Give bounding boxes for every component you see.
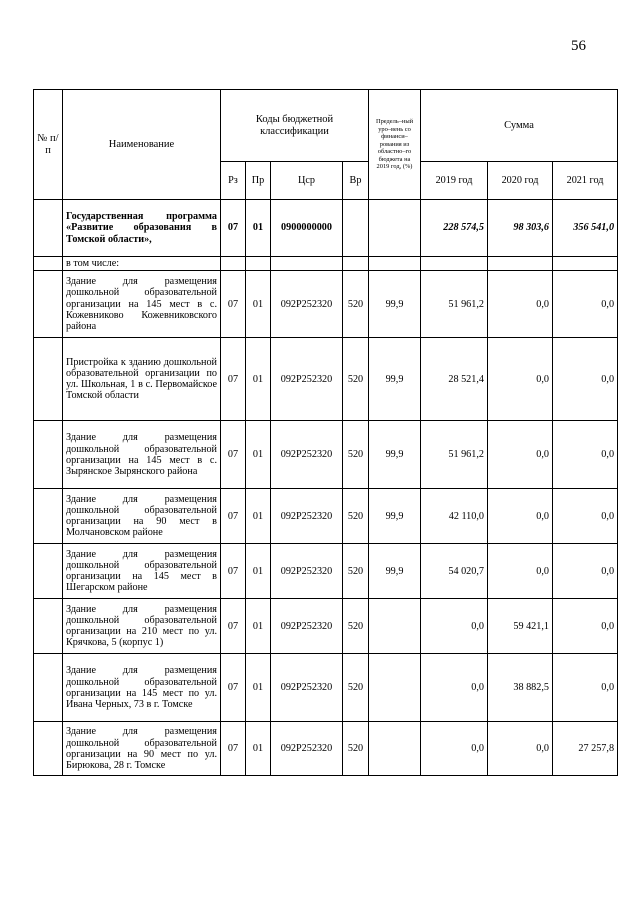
row-level: 99,9	[369, 421, 421, 489]
subheader-empty-2019	[421, 257, 488, 271]
table-row	[34, 654, 618, 722]
program-pr: 01	[246, 200, 271, 257]
row-rz: 07	[221, 722, 246, 776]
row-vr: 520	[343, 489, 369, 544]
row-csr: 092P252320	[271, 271, 343, 338]
header-2021: 2021 год	[553, 162, 618, 200]
row-vr: 520	[343, 544, 369, 599]
row-2019: 42 110,0	[421, 489, 488, 544]
header-2020: 2020 год	[488, 162, 553, 200]
row-rz: 07	[221, 421, 246, 489]
header-csr: Цср	[271, 162, 343, 200]
row-name: Здание для размещения дошкольной образовательной организации на 145 мест по ул. Ивана Черных, 73 в г. Томске	[63, 654, 221, 722]
row-csr: 092P252320	[271, 338, 343, 421]
row-level	[369, 599, 421, 654]
program-vr	[343, 200, 369, 257]
page-number: 56	[571, 38, 586, 54]
row-name: Здание для размещения дошкольной образовательной организации на 145 мест в с. Кожевниково Кожевниковского района	[63, 271, 221, 338]
row-level	[369, 654, 421, 722]
row-2019: 51 961,2	[421, 271, 488, 338]
row-csr: 092P252320	[271, 654, 343, 722]
row-2020: 0,0	[488, 544, 553, 599]
row-2021: 0,0	[553, 421, 618, 489]
subheader-empty-vr	[343, 257, 369, 271]
header-2019: 2019 год	[421, 162, 488, 200]
row-num	[34, 271, 63, 338]
row-2021: 0,0	[553, 271, 618, 338]
program-num	[34, 200, 63, 257]
row-level: 99,9	[369, 271, 421, 338]
row-vr: 520	[343, 722, 369, 776]
row-name: Здание для размещения дошкольной образовательной организации на 90 мест в Молчановском районе	[63, 489, 221, 544]
row-level: 99,9	[369, 544, 421, 599]
row-name: Здание для размещения дошкольной образовательной организации на 145 мест в с. Зырянское Зырянского района	[63, 421, 221, 489]
row-2021: 0,0	[553, 489, 618, 544]
row-rz: 07	[221, 338, 246, 421]
row-pr: 01	[246, 271, 271, 338]
subheader-empty-level	[369, 257, 421, 271]
table-row	[34, 489, 618, 544]
row-vr: 520	[343, 421, 369, 489]
row-2019: 0,0	[421, 599, 488, 654]
row-rz: 07	[221, 489, 246, 544]
row-pr: 01	[246, 544, 271, 599]
row-2020: 0,0	[488, 338, 553, 421]
row-2020: 0,0	[488, 421, 553, 489]
program-name: Государственная программа «Развитие образования в Томской области»,	[63, 200, 221, 257]
header-pr: Пр	[246, 162, 271, 200]
row-level: 99,9	[369, 338, 421, 421]
header-level: Предель–ный уро–вень со финанси–рования из областно–го бюджета на 2019 год, (%)	[369, 90, 421, 200]
header-codes: Коды бюджетной классификации	[221, 90, 369, 162]
row-rz: 07	[221, 654, 246, 722]
header-sum: Сумма	[421, 90, 618, 162]
table-row	[34, 544, 618, 599]
row-2021: 0,0	[553, 654, 618, 722]
row-2020: 59 421,1	[488, 599, 553, 654]
subheader-row	[34, 257, 618, 271]
row-num	[34, 544, 63, 599]
header-name: Наименование	[63, 90, 221, 200]
row-pr: 01	[246, 338, 271, 421]
row-2021: 27 257,8	[553, 722, 618, 776]
row-num	[34, 654, 63, 722]
header-row-top	[34, 90, 618, 162]
program-level	[369, 200, 421, 257]
row-num	[34, 599, 63, 654]
row-name: Здание для размещения дошкольной образовательной организации на 90 мест по ул. Бирюкова, 28 г. Томске	[63, 722, 221, 776]
row-pr: 01	[246, 489, 271, 544]
row-csr: 092P252320	[271, 421, 343, 489]
budget-table	[33, 89, 618, 776]
row-2020: 0,0	[488, 489, 553, 544]
program-2020: 98 303,6	[488, 200, 553, 257]
row-pr: 01	[246, 722, 271, 776]
row-2019: 51 961,2	[421, 421, 488, 489]
row-2021: 0,0	[553, 544, 618, 599]
row-rz: 07	[221, 544, 246, 599]
header-num: № п/п	[34, 90, 63, 200]
subheader-empty-2021	[553, 257, 618, 271]
row-pr: 01	[246, 599, 271, 654]
subheader-label: в том числе:	[63, 257, 221, 271]
row-2020: 0,0	[488, 271, 553, 338]
header-rz: Рз	[221, 162, 246, 200]
table-row	[34, 338, 618, 421]
row-rz: 07	[221, 271, 246, 338]
row-2019: 0,0	[421, 654, 488, 722]
subheader-num	[34, 257, 63, 271]
row-vr: 520	[343, 271, 369, 338]
row-level: 99,9	[369, 489, 421, 544]
program-row	[34, 200, 618, 257]
program-2019: 228 574,5	[421, 200, 488, 257]
row-vr: 520	[343, 599, 369, 654]
row-name: Здание для размещения дошкольной образовательной организации на 210 мест по ул. Крячкова, 5 (корпус 1)	[63, 599, 221, 654]
row-2019: 54 020,7	[421, 544, 488, 599]
row-csr: 092P252320	[271, 489, 343, 544]
row-2020: 38 882,5	[488, 654, 553, 722]
row-num	[34, 489, 63, 544]
row-pr: 01	[246, 654, 271, 722]
row-vr: 520	[343, 654, 369, 722]
program-2021: 356 541,0	[553, 200, 618, 257]
row-csr: 092P252320	[271, 544, 343, 599]
row-name: Пристройка к зданию дошкольной образовательной организации по ул. Школьная, 1 в с. Первомайское Томской области	[63, 338, 221, 421]
row-csr: 092P252320	[271, 722, 343, 776]
row-2019: 28 521,4	[421, 338, 488, 421]
row-rz: 07	[221, 599, 246, 654]
row-num	[34, 722, 63, 776]
row-2020: 0,0	[488, 722, 553, 776]
row-csr: 092P252320	[271, 599, 343, 654]
row-num	[34, 421, 63, 489]
row-num	[34, 338, 63, 421]
program-rz: 07	[221, 200, 246, 257]
row-vr: 520	[343, 338, 369, 421]
row-2019: 0,0	[421, 722, 488, 776]
row-pr: 01	[246, 421, 271, 489]
row-2021: 0,0	[553, 599, 618, 654]
table-row	[34, 421, 618, 489]
table-row	[34, 271, 618, 338]
table-row	[34, 722, 618, 776]
row-level	[369, 722, 421, 776]
subheader-empty-rz	[221, 257, 246, 271]
header-vr: Вр	[343, 162, 369, 200]
subheader-empty-2020	[488, 257, 553, 271]
row-name: Здание для размещения дошкольной образовательной организации на 145 мест в Шегарском районе	[63, 544, 221, 599]
subheader-empty-pr	[246, 257, 271, 271]
table-row	[34, 599, 618, 654]
program-csr: 0900000000	[271, 200, 343, 257]
row-2021: 0,0	[553, 338, 618, 421]
subheader-empty-csr	[271, 257, 343, 271]
